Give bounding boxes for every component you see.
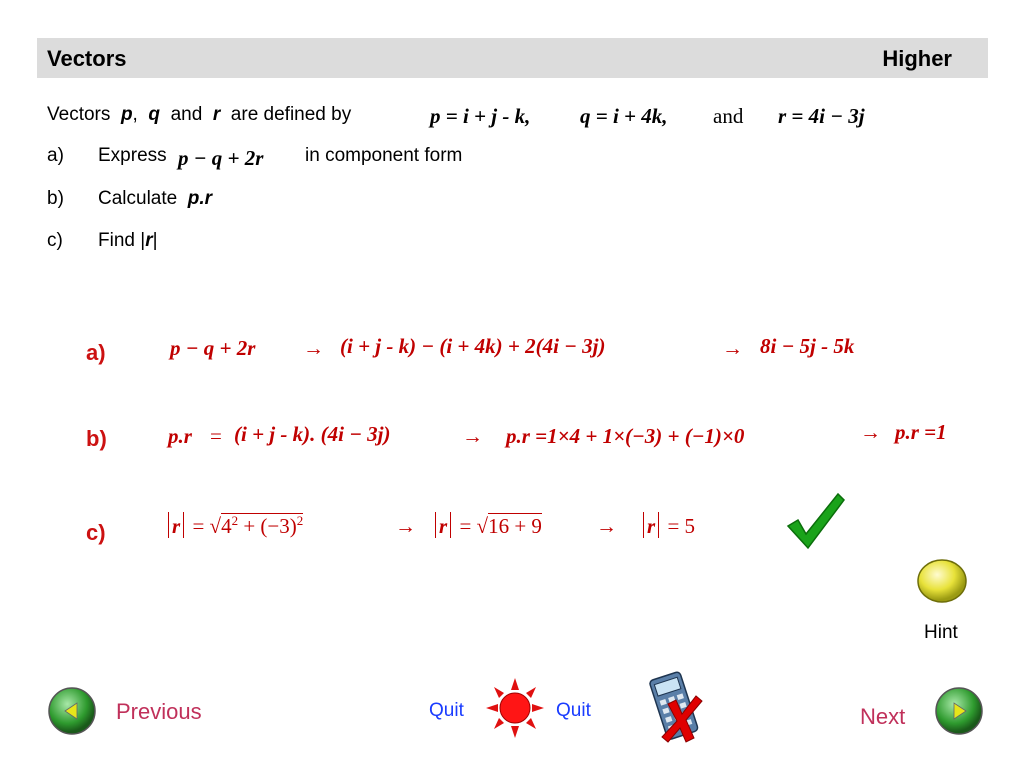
part-c-expr: r [145, 230, 153, 251]
question-intro [47, 104, 351, 126]
hint-button[interactable] [914, 556, 970, 608]
previous-arrow-icon [47, 686, 97, 736]
answer-c-inside2: 16 + 9 [488, 514, 542, 538]
definition-and: and [713, 104, 744, 128]
answer-c-sqrt: √ [209, 514, 222, 538]
answer-c-result-value: = 5 [667, 514, 696, 538]
answer-c-four: 4 [221, 514, 232, 538]
definition-p: p = i + j - k, [430, 104, 531, 128]
next-arrow-icon [934, 686, 984, 736]
quit-link-left[interactable]: Quit [429, 700, 464, 721]
part-c-end: | [152, 230, 158, 251]
header-bar [37, 38, 988, 78]
definition-q: q = i + 4k, [580, 104, 668, 128]
answer-a-label: a) [86, 340, 106, 365]
answer-c-sqrt2: √ [476, 514, 489, 538]
answer-c-step: r = √16 + 9 [432, 512, 542, 539]
answer-b-expand: (i + j - k). (4i − 3j) [234, 422, 391, 446]
answer-b-step: p.r =1×4 + 1×(−3) + (−1)×0 [506, 424, 745, 448]
comma: , [132, 104, 138, 125]
answer-a-expand: (i + j - k) − (i + 4k) + 2(4i − 3j) [340, 334, 606, 358]
part-b-label: b) [47, 188, 64, 209]
previous-label[interactable]: Previous [116, 699, 202, 724]
part-a-text: Express [98, 145, 167, 166]
answer-c-eq: = [192, 514, 205, 538]
part-b-expr: p.r [187, 188, 213, 209]
vector-r: r [212, 104, 221, 125]
answer-a-lhs: p − q + 2r [170, 336, 256, 360]
answer-c-exp2: 2 [296, 513, 304, 528]
previous-button[interactable] [47, 686, 97, 736]
topic-title: Vectors [47, 46, 127, 71]
answer-b-arrow: → [462, 424, 483, 448]
level-label: Higher [882, 46, 952, 71]
quit-link-right[interactable]: Quit [556, 700, 591, 721]
next-button[interactable] [934, 686, 984, 736]
answer-b-eq: = [210, 424, 222, 448]
part-c-text [98, 230, 158, 252]
part-b-text [98, 188, 212, 210]
answer-c-exp1: 2 [231, 513, 239, 528]
answer-c-arrow: → [395, 514, 416, 538]
answer-c-lhs: $r = √4^2 + (-3)^2$ [165, 512, 303, 539]
answer-c-arrow2: → [596, 514, 617, 538]
part-c-verb: Find | [98, 230, 146, 251]
part-a-label: a) [47, 145, 64, 166]
answer-a-result: 8i − 5j - 5k [760, 334, 855, 358]
hint-bulb-icon [914, 556, 970, 606]
intro-prefix: Vectors [47, 104, 111, 125]
vector-q: q [148, 104, 160, 125]
answer-b-arrow2: → [860, 420, 881, 444]
answer-b-result: p.r =1 [895, 420, 947, 444]
answer-a-arrow2: → [722, 336, 743, 360]
part-b-verb: Calculate [98, 188, 178, 209]
answer-c-eq2: = [459, 514, 472, 538]
answer-a-arrow: → [303, 336, 324, 360]
answer-b-label: b) [86, 426, 107, 451]
answer-c-mid: + (−3) [238, 514, 297, 538]
answer-c-label: c) [86, 520, 106, 545]
and-text: and [170, 104, 203, 125]
definition-r: r = 4i − 3j [778, 104, 865, 128]
hint-label: Hint [924, 622, 958, 643]
answer-c-result: r = 5 [640, 512, 695, 539]
check-icon [784, 490, 848, 552]
intro-suffix: are defined by [230, 104, 352, 125]
part-a-expr: p − q + 2r [178, 146, 264, 170]
part-a-suffix: in component form [305, 145, 463, 166]
calculator-disabled-icon[interactable] [646, 668, 706, 744]
next-label[interactable]: Next [860, 704, 906, 729]
part-c-label: c) [47, 230, 63, 251]
quit-sun-icon[interactable] [484, 676, 546, 740]
vector-p: p [120, 104, 133, 125]
answer-b-lhs: p.r [168, 424, 192, 448]
